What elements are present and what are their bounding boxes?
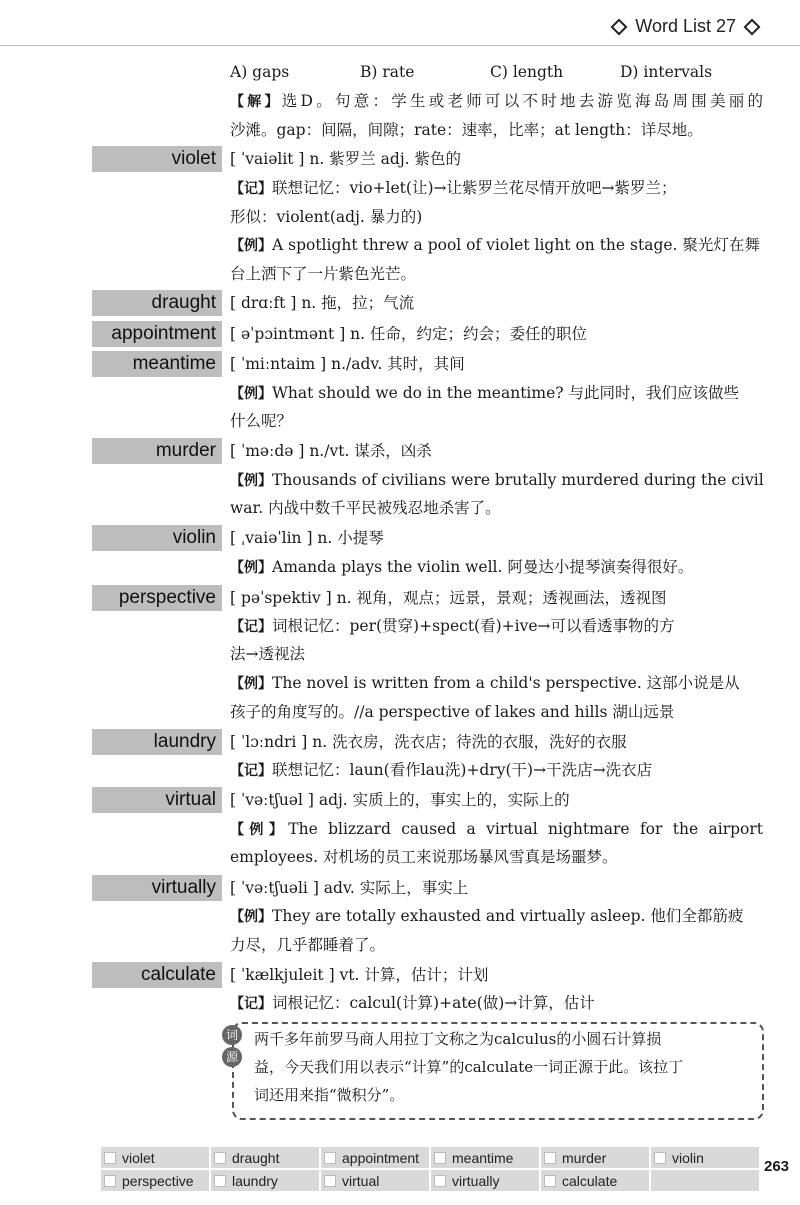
headword-violet: violet [92, 146, 222, 172]
explanation-tag: 【解】 [230, 94, 282, 110]
laundry-memory-line1: 【记】联想记忆：laun(看作lau洗)+dry(干)→干洗店→洗衣店 [230, 761, 653, 779]
murder-example-line1: 【例】Thousands of civilians were brutally murdered during the civil [230, 471, 764, 489]
checkbox-icon[interactable] [104, 1175, 116, 1187]
meantime-example-line1: 【例】What should we do in the meantime? 与此同时，我们应该做些 [230, 384, 739, 402]
headword-laundry: laundry [92, 729, 222, 755]
perspective-memory-line2: 法→透视法 [230, 645, 305, 663]
etymology-icon-bottom: 源 [222, 1047, 242, 1067]
review-cell-empty [650, 1169, 760, 1192]
review-cell[interactable]: calculate [540, 1169, 650, 1192]
headword-calculate: calculate [92, 962, 222, 988]
headword-virtually: virtually [92, 875, 222, 901]
review-cell[interactable]: virtual [320, 1169, 430, 1192]
violet-memory-line2: 形似：violent(adj. 暴力的) [230, 208, 423, 226]
running-header [609, 16, 762, 37]
virtually-example-line2: 力尽，几乎都睡着了。 [230, 936, 386, 954]
question-options [230, 61, 763, 83]
option-b: B) rate [360, 63, 415, 81]
headword-murder: murder [92, 438, 222, 464]
headword-meantime: meantime [92, 351, 222, 377]
murder-example-line2: war. 内战中数千平民被残忍地杀害了。 [230, 499, 501, 517]
headword-appointment: appointment [92, 321, 222, 347]
explanation-line2: 沙滩。gap：间隔，间隙；rate：速率，比率；at length：详尽地。 [230, 121, 703, 139]
etymology-line2: 益，今天我们用以表示“计算”的calculate一词正源于此。该拉丁 [254, 1058, 684, 1076]
checkbox-icon[interactable] [214, 1152, 226, 1164]
checkbox-icon[interactable] [434, 1152, 446, 1164]
review-cell[interactable]: meantime [430, 1146, 540, 1169]
etymology-line1: 两千多年前罗马商人用拉丁文称之为calculus的小圆石计算损 [254, 1030, 662, 1048]
checkbox-icon[interactable] [654, 1152, 666, 1164]
option-c: C) length [490, 63, 564, 81]
review-cell[interactable]: murder [540, 1146, 650, 1169]
etymology-icon [222, 1025, 244, 1069]
checkbox-icon[interactable] [324, 1152, 336, 1164]
violin-example-line1: 【例】Amanda plays the violin well. 阿曼达小提琴演奏得很好。 [230, 558, 694, 576]
review-cell[interactable]: draught [210, 1146, 320, 1169]
checkbox-icon[interactable] [214, 1175, 226, 1187]
virtually-definition: [ ˈvəːtʃuəli ] adv. 实际上，事实上 [230, 879, 469, 897]
violet-example-line1: 【例】A spotlight threw a pool of violet light on the stage. 聚光灯在舞 [230, 236, 760, 254]
virtual-definition: [ ˈvəːtʃuəl ] adj. 实质上的，事实上的，实际上的 [230, 791, 570, 809]
violet-example-line2: 台上洒下了一片紫色光芒。 [230, 265, 417, 283]
checkbox-icon[interactable] [544, 1152, 556, 1164]
violin-definition: [ ˌvaiəˈlin ] n. 小提琴 [230, 529, 384, 547]
perspective-memory-line1: 【记】词根记忆：per(贯穿)+spect(看)+ive→可以看透事物的方 [230, 617, 675, 635]
header-rule [0, 45, 800, 46]
virtual-example-line1: 【例】The blizzard caused a virtual nightmare for the airport [230, 820, 764, 838]
violet-memory-line1: 【记】联想记忆：vio+let(让)→让紫罗兰花尽情开放吧→紫罗兰； [230, 179, 677, 197]
appointment-definition: [ əˈpɔintmənt ] n. 任命，约定；约会；委任的职位 [230, 325, 588, 343]
checkbox-icon[interactable] [544, 1175, 556, 1187]
checkbox-icon[interactable] [104, 1152, 116, 1164]
option-d: D) intervals [620, 63, 713, 81]
checkbox-icon[interactable] [324, 1175, 336, 1187]
page-number: 263 [764, 1158, 790, 1175]
perspective-example-line1: 【例】The novel is written from a child's perspective. 这部小说是从 [230, 674, 740, 692]
murder-definition: [ ˈməːdə ] n./vt. 谋杀，凶杀 [230, 442, 432, 460]
explanation-line1: 【解】选D。句意：学生或老师可以不时地去游览海岛周围美丽的 [230, 92, 764, 110]
etymology-icon-top: 词 [222, 1025, 242, 1045]
meantime-example-line2: 什么呢？ [230, 412, 293, 430]
review-cell[interactable]: perspective [100, 1169, 210, 1192]
checkbox-icon[interactable] [434, 1175, 446, 1187]
review-cell[interactable]: appointment [320, 1146, 430, 1169]
headword-virtual: virtual [92, 787, 222, 813]
draught-definition: [ drɑːft ] n. 拖，拉；气流 [230, 294, 415, 312]
review-cell[interactable]: violin [650, 1146, 760, 1169]
virtual-example-line2: employees. 对机场的员工来说那场暴风雪真是场噩梦。 [230, 848, 618, 866]
diamond-right-icon [744, 18, 761, 35]
review-cell[interactable]: violet [100, 1146, 210, 1169]
headword-perspective: perspective [92, 585, 222, 611]
review-grid [100, 1146, 760, 1192]
virtually-example-line1: 【例】They are totally exhausted and virtually asleep. 他们全都筋疲 [230, 907, 744, 925]
perspective-definition: [ pəˈspektiv ] n. 视角，观点；远景，景观；透视画法，透视图 [230, 589, 667, 607]
diamond-left-icon [611, 18, 628, 35]
violet-definition: [ ˈvaiəlit ] n. 紫罗兰 adj. 紫色的 [230, 150, 461, 168]
calculate-memory-line1: 【记】词根记忆：calcul(计算)+ate(做)→计算，估计 [230, 994, 595, 1012]
meantime-definition: [ ˈmiːntaim ] n./adv. 其时，其间 [230, 355, 465, 373]
review-cell[interactable]: virtually [430, 1169, 540, 1192]
headword-violin: violin [92, 525, 222, 551]
option-a: A) gaps [230, 63, 290, 81]
etymology-line3: 词还用来指“微积分”。 [254, 1086, 405, 1104]
perspective-example-line2: 孩子的角度写的。//a perspective of lakes and hills 湖山远景 [230, 703, 675, 721]
review-cell[interactable]: laundry [210, 1169, 320, 1192]
headword-draught: draught [92, 290, 222, 316]
header-title: Word List 27 [635, 16, 736, 36]
laundry-definition: [ ˈlɔːndri ] n. 洗衣房，洗衣店；待洗的衣服，洗好的衣服 [230, 733, 627, 751]
calculate-definition: [ ˈkælkjuleit ] vt. 计算，估计；计划 [230, 966, 489, 984]
